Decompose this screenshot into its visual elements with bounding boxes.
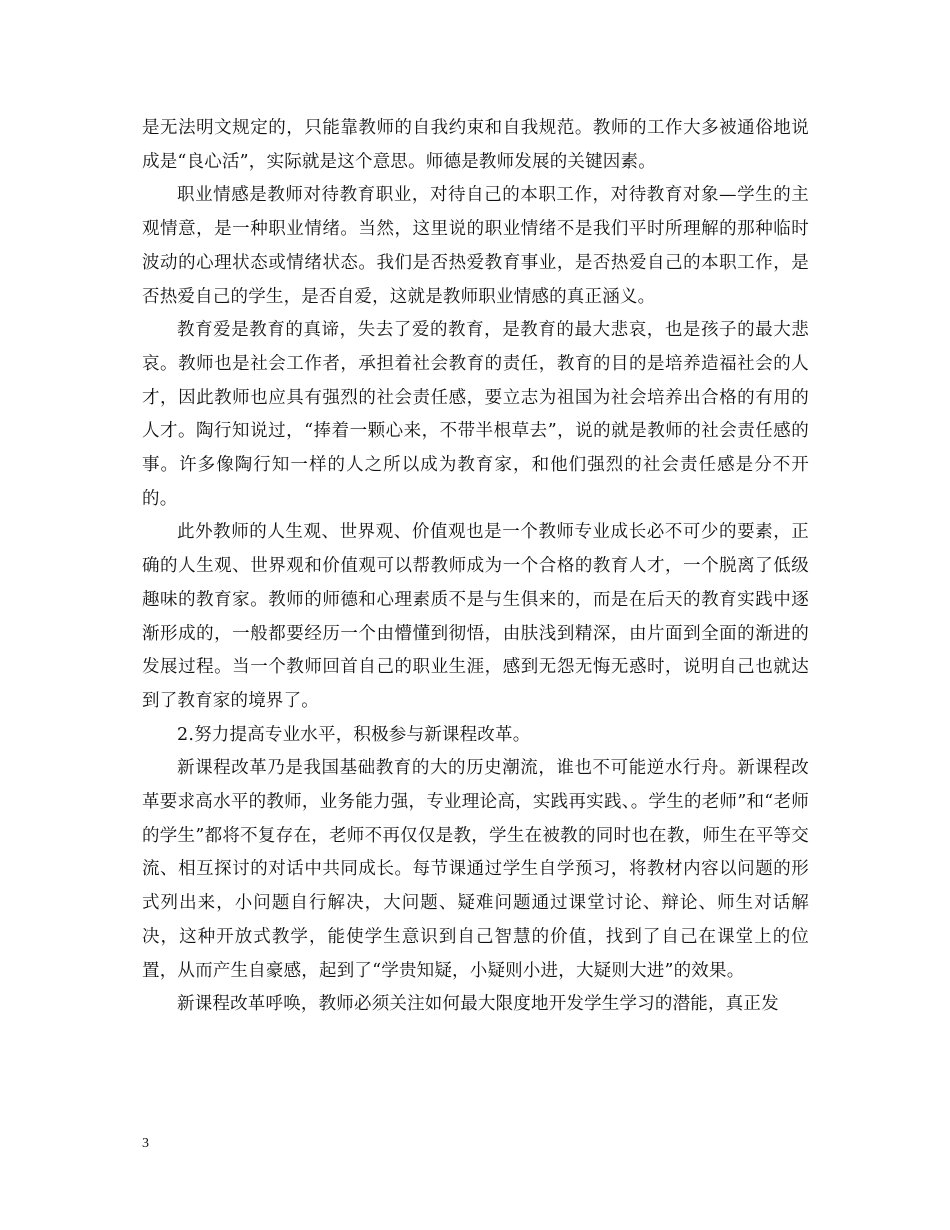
paragraph-5: 新课程改革乃是我国基础教育的大的历史潮流，谁也不可能逆水行舟。新课程改革要求高水平的教师，业务能力强，专业理论高，实践再实践、。学生的老师”和“老师的学生”都将不复存在，老师不再仅仅是教，学生在被教的同时也在教，师生在平等交流、相互探讨的对话中共同成长。每节课通过学生自学预习，将教材内容以问题的形式列出来，小问题自行解决，大问题、疑难问题通过课堂讨论、辩论、师生对话解决，这种开放式教学，能使学生意识到自己智慧的价值，找到了自己在课堂上的位置，从而产生自豪感，起到了“学贵知疑，小疑则小进，大疑则大进”的效果。 bbox=[142, 758, 809, 981]
paragraph-1: 是无法明文规定的，只能靠教师的自我约束和自我规范。教师的工作大多被通俗地说成是“良心活”，实际就是这个意思。师德是教师发展的关键因素。 bbox=[142, 118, 809, 172]
paragraph-4: 此外教师的人生观、世界观、价值观也是一个教师专业成长必不可少的要素，正确的人生观、世界观和价值观可以帮教师成为一个合格的教育人才，一个脱离了低级趣味的教育家。教师的师德和心理素质不是与生俱来的，而是在后天的教育实践中逐渐形成的，一般都要经历一个由懵懂到彻悟，由肤浅到精深，由片面到全面的渐进的发展过程。当一个教师回首自己的职业生涯，感到无怨无悔无惑时，说明自己也就达到了教育家的境界了。 bbox=[142, 522, 809, 711]
paragraph-3: 教育爱是教育的真谛，失去了爱的教育，是教育的最大悲哀，也是孩子的最大悲哀。教师也是社会工作者，承担着社会教育的责任，教育的目的是培养造福社会的人才，因此教师也应具有强烈的社会责任感，要立志为祖国为社会培养出合格的有用的人才。陶行知说过，“捧着一颗心来，不带半根草去”，说的就是教师的社会责任感的事。许多像陶行知一样的人之所以成为教育家，和他们强烈的社会责任感是分不开的。 bbox=[142, 320, 809, 509]
section-heading: 2.努力提高专业水平，积极参与新课程改革。 bbox=[177, 724, 531, 745]
page-number: 3 bbox=[142, 1136, 149, 1151]
paragraph-6: 新课程改革呼唤，教师必须关注如何最大限度地开发学生学习的潜能，真正发 bbox=[177, 994, 779, 1015]
body-text bbox=[142, 112, 809, 1022]
paragraph-2: 职业情感是教师对待教育职业，对待自己的本职工作，对待教育对象—学生的主观情意，是一种职业情绪。当然，这里说的职业情绪不是我们平时所理解的那种临时波动的心理状态或情绪状态。我们是否热爱教育事业，是否热爱自己的本职工作，是否热爱自己的学生，是否自爱，这就是教师职业情感的真正涵义。 bbox=[142, 185, 809, 307]
